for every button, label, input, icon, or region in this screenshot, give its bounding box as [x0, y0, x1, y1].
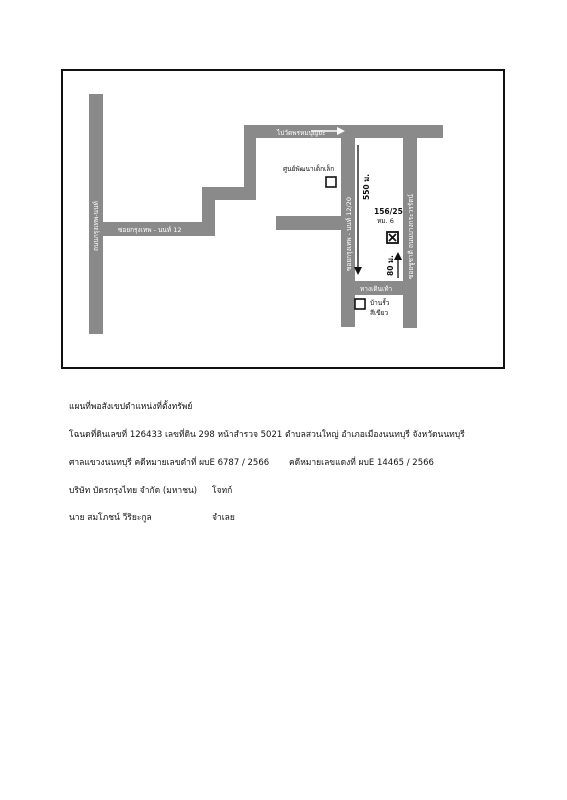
caption-defendant-role: จำเลย	[212, 513, 235, 523]
distance-550-label: 550 ม.	[362, 173, 371, 200]
caption-court: ศาลแขวงนนทบุรี คดีหมายเลขดำที่ ผบE 6787 / 2566	[69, 458, 270, 468]
caption-plaintiff: บริษัท บัตรกรุงไทย จำกัด (มหาชน)	[69, 486, 198, 496]
label-soi-12-20: ซอยกรุงเทพ - นนท์ 12/20	[345, 197, 353, 271]
label-to-wat: ไปวัดพรหมบุญยะ	[277, 129, 326, 137]
label-house-line2: สีเขียว	[370, 309, 389, 317]
caption-case-red: คดีหมายเลขแดงที่ ผบE 14465 / 2566	[289, 458, 434, 468]
green-fence-house-marker	[355, 299, 365, 309]
label-house-line1: บ้านรั้ว	[370, 299, 390, 307]
distance-80-head	[394, 252, 402, 260]
caption-title: แผนที่พอสังเขปตำแหน่งที่ตั้งทรัพย์	[69, 402, 193, 412]
caption-plaintiff-role: โจทก์	[212, 486, 233, 496]
property-moo: หม. 6	[377, 217, 394, 225]
caption-defendant: นาย สมโภชน์ วีริยะกูล	[69, 513, 152, 523]
road-side-branch	[276, 216, 342, 230]
label-road-krungthep-nonthaburi: ถนนกรุงเทพ-นนท์	[92, 201, 100, 251]
label-child-center: ศูนย์พัฒนาเด็กเล็ก	[283, 165, 335, 173]
child-center-marker	[326, 177, 336, 187]
distance-80-label: 80 ม.	[386, 255, 395, 276]
label-soi-12: ซอยกรุงเทพ - นนท์ 12	[118, 226, 182, 234]
distance-550-head	[354, 267, 362, 275]
label-footpath: ทางเดินเท้า	[360, 285, 393, 293]
property-marker	[387, 232, 398, 243]
location-map	[61, 69, 505, 369]
label-right-vertical: ซอยชูชาติ ถนนบางกระวรรัตน์	[407, 194, 415, 279]
property-number: 156/25	[374, 207, 403, 216]
caption-deed: โฉนดที่ดินเลขที่ 126433 เลขที่ดิน 298 หน้าสำรวจ 5021 ตำบลสวนใหญ่ อำเภอเมืองนนทบุรี จังหวัดนนทบุรี	[69, 430, 465, 440]
map-drawing	[63, 71, 503, 367]
